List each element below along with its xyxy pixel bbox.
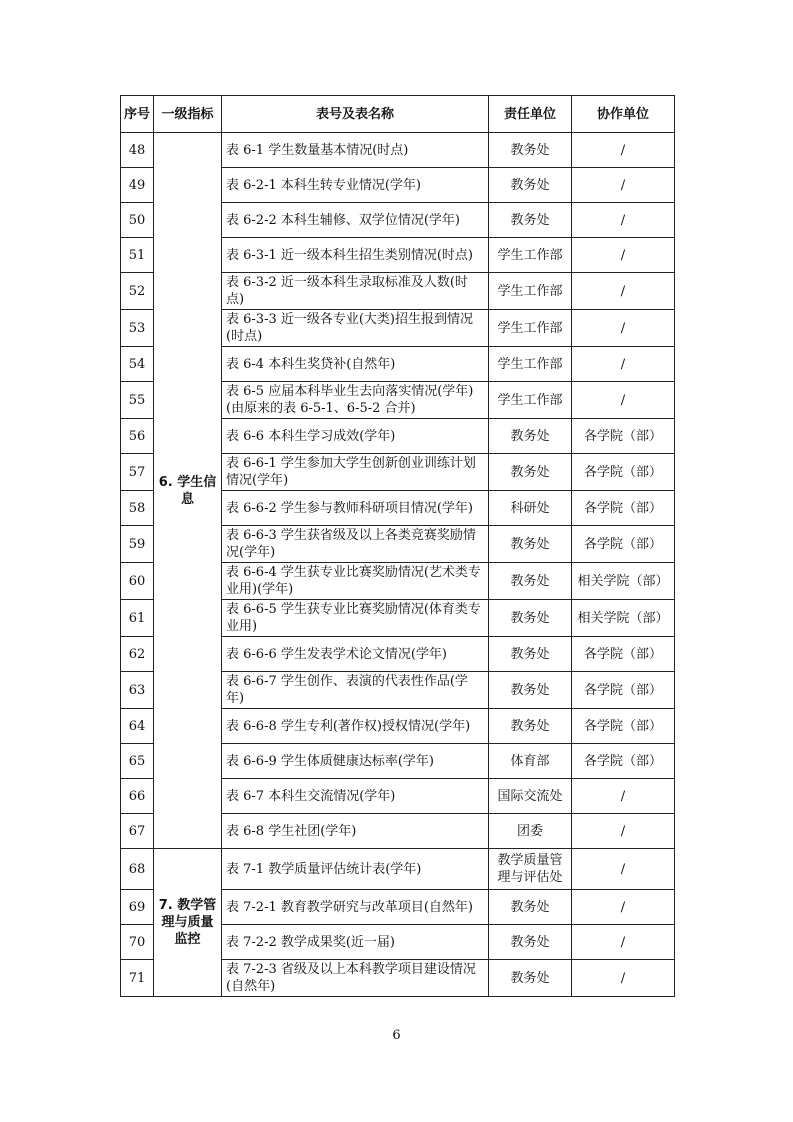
row-number: 67 xyxy=(121,814,154,849)
cooperating-cell: / xyxy=(572,890,675,925)
responsible-cell: 体育部 xyxy=(489,744,572,779)
table-name-cell: 表 6-3-1 近一级本科生招生类别情况(时点) xyxy=(222,238,489,273)
header-table-name: 表号及表名称 xyxy=(222,96,489,133)
header-row xyxy=(121,96,675,133)
table-name-cell: 表 6-6-7 学生创作、表演的代表性作品(学年) xyxy=(222,672,489,709)
table-name-cell: 表 6-6-6 学生发表学术论文情况(学年) xyxy=(222,637,489,672)
cooperating-cell: / xyxy=(572,814,675,849)
responsible-cell: 学生工作部 xyxy=(489,238,572,273)
responsible-cell: 教务处 xyxy=(489,960,572,997)
responsible-cell: 教务处 xyxy=(489,890,572,925)
responsible-cell: 教务处 xyxy=(489,637,572,672)
cooperating-cell: / xyxy=(572,960,675,997)
row-number: 70 xyxy=(121,925,154,960)
row-number: 63 xyxy=(121,672,154,709)
row-number: 62 xyxy=(121,637,154,672)
table-name-cell: 表 6-6-3 学生获省级及以上各类竞赛奖励情况(学年) xyxy=(222,526,489,563)
header-cooperating: 协作单位 xyxy=(572,96,675,133)
responsible-cell: 学生工作部 xyxy=(489,310,572,347)
index-table xyxy=(120,95,675,997)
responsible-cell: 教务处 xyxy=(489,709,572,744)
row-number: 61 xyxy=(121,600,154,637)
row-number: 54 xyxy=(121,347,154,382)
table-name-cell: 表 6-6 本科生学习成效(学年) xyxy=(222,419,489,454)
row-number: 64 xyxy=(121,709,154,744)
table-name-cell: 表 7-2-3 省级及以上本科教学项目建设情况(自然年) xyxy=(222,960,489,997)
table-name-cell: 表 6-2-2 本科生辅修、双学位情况(学年) xyxy=(222,203,489,238)
cooperating-cell: / xyxy=(572,925,675,960)
responsible-cell: 团委 xyxy=(489,814,572,849)
responsible-cell: 教务处 xyxy=(489,925,572,960)
row-number: 69 xyxy=(121,890,154,925)
cooperating-cell: 各学院（部） xyxy=(572,744,675,779)
row-number: 66 xyxy=(121,779,154,814)
cooperating-cell: 各学院（部） xyxy=(572,419,675,454)
responsible-cell: 教学质量管理与评估处 xyxy=(489,849,572,890)
cooperating-cell: 各学院（部） xyxy=(572,454,675,491)
table-name-cell: 表 6-2-1 本科生转专业情况(学年) xyxy=(222,168,489,203)
responsible-cell: 教务处 xyxy=(489,419,572,454)
responsible-cell: 学生工作部 xyxy=(489,273,572,310)
table-name-cell: 表 7-2-1 教育教学研究与改革项目(自然年) xyxy=(222,890,489,925)
table-row xyxy=(121,849,675,890)
cooperating-cell: 各学院（部） xyxy=(572,637,675,672)
row-number: 65 xyxy=(121,744,154,779)
table-name-cell: 表 6-6-4 学生获专业比赛奖励情况(艺术类专业用)(学年) xyxy=(222,563,489,600)
table-name-cell: 表 6-5 应届本科毕业生去向落实情况(学年)(由原来的表 6-5-1、6-5-2 合并) xyxy=(222,382,489,419)
table-name-cell: 表 6-8 学生社团(学年) xyxy=(222,814,489,849)
table-name-cell: 表 6-3-3 近一级各专业(大类)招生报到情况(时点) xyxy=(222,310,489,347)
cooperating-cell: / xyxy=(572,779,675,814)
responsible-cell: 教务处 xyxy=(489,563,572,600)
responsible-cell: 学生工作部 xyxy=(489,347,572,382)
row-number: 53 xyxy=(121,310,154,347)
header-seq: 序号 xyxy=(121,96,154,133)
page-number: 6 xyxy=(392,1028,401,1043)
table-name-cell: 表 6-6-2 学生参与教师科研项目情况(学年) xyxy=(222,491,489,526)
row-number: 48 xyxy=(121,133,154,168)
category-cell: 6. 学生信息 xyxy=(154,133,222,849)
row-number: 50 xyxy=(121,203,154,238)
table-row xyxy=(121,133,675,168)
table-name-cell: 表 6-6-5 学生获专业比赛奖励情况(体育类专业用) xyxy=(222,600,489,637)
cooperating-cell: 相关学院（部） xyxy=(572,600,675,637)
row-number: 68 xyxy=(121,849,154,890)
cooperating-cell: 各学院（部） xyxy=(572,491,675,526)
responsible-cell: 教务处 xyxy=(489,168,572,203)
responsible-cell: 教务处 xyxy=(489,203,572,238)
row-number: 57 xyxy=(121,454,154,491)
cooperating-cell: 各学院（部） xyxy=(572,672,675,709)
cooperating-cell: / xyxy=(572,238,675,273)
row-number: 60 xyxy=(121,563,154,600)
responsible-cell: 教务处 xyxy=(489,672,572,709)
table-name-cell: 表 6-6-8 学生专利(著作权)授权情况(学年) xyxy=(222,709,489,744)
responsible-cell: 教务处 xyxy=(489,454,572,491)
table-name-cell: 表 7-2-2 教学成果奖(近一届) xyxy=(222,925,489,960)
header-level1: 一级指标 xyxy=(154,96,222,133)
table-name-cell: 表 6-6-1 学生参加大学生创新创业训练计划情况(学年) xyxy=(222,454,489,491)
table-name-cell: 表 6-4 本科生奖贷补(自然年) xyxy=(222,347,489,382)
header-responsible: 责任单位 xyxy=(489,96,572,133)
row-number: 56 xyxy=(121,419,154,454)
category-cell: 7. 教学管理与质量监控 xyxy=(154,849,222,997)
table-body xyxy=(121,133,675,997)
cooperating-cell: 各学院（部） xyxy=(572,526,675,563)
table-name-cell: 表 6-1 学生数量基本情况(时点) xyxy=(222,133,489,168)
cooperating-cell: / xyxy=(572,310,675,347)
cooperating-cell: / xyxy=(572,273,675,310)
responsible-cell: 教务处 xyxy=(489,526,572,563)
table-name-cell: 表 6-7 本科生交流情况(学年) xyxy=(222,779,489,814)
cooperating-cell: / xyxy=(572,849,675,890)
row-number: 59 xyxy=(121,526,154,563)
row-number: 71 xyxy=(121,960,154,997)
cooperating-cell: / xyxy=(572,168,675,203)
table-name-cell: 表 6-3-2 近一级本科生录取标准及人数(时点) xyxy=(222,273,489,310)
cooperating-cell: 各学院（部） xyxy=(572,709,675,744)
responsible-cell: 教务处 xyxy=(489,133,572,168)
row-number: 49 xyxy=(121,168,154,203)
responsible-cell: 国际交流处 xyxy=(489,779,572,814)
cooperating-cell: / xyxy=(572,382,675,419)
table-name-cell: 表 6-6-9 学生体质健康达标率(学年) xyxy=(222,744,489,779)
row-number: 58 xyxy=(121,491,154,526)
responsible-cell: 教务处 xyxy=(489,600,572,637)
table-name-cell: 表 7-1 教学质量评估统计表(学年) xyxy=(222,849,489,890)
responsible-cell: 学生工作部 xyxy=(489,382,572,419)
row-number: 51 xyxy=(121,238,154,273)
row-number: 52 xyxy=(121,273,154,310)
cooperating-cell: / xyxy=(572,133,675,168)
responsible-cell: 科研处 xyxy=(489,491,572,526)
row-number: 55 xyxy=(121,382,154,419)
cooperating-cell: / xyxy=(572,347,675,382)
cooperating-cell: 相关学院（部） xyxy=(572,563,675,600)
cooperating-cell: / xyxy=(572,203,675,238)
